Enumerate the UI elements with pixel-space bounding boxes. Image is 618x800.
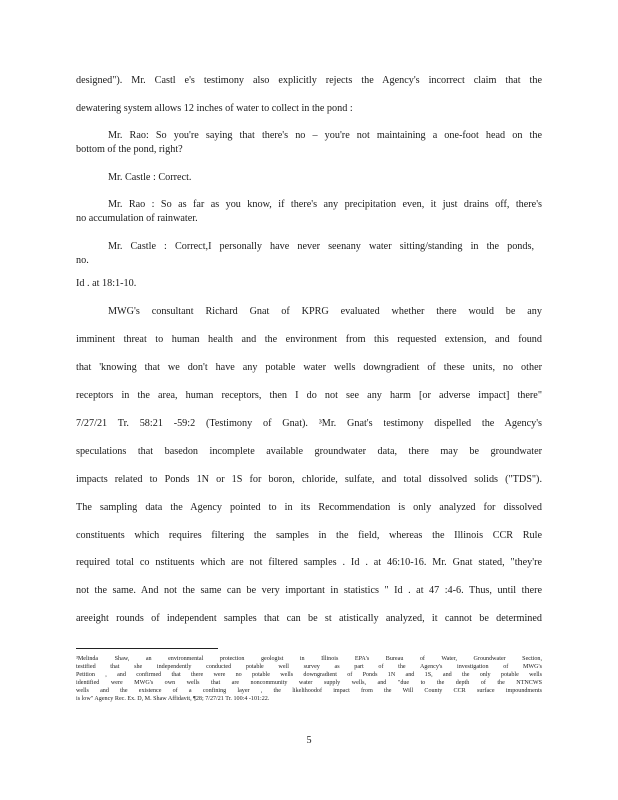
body-line: The sampling data the Agency pointed to in its Recommendation is only analyzed for dissolved xyxy=(76,502,542,513)
quote-line: Mr. Rao : So as far as you know, if there's any precipitation even, it just drains off, there's xyxy=(108,199,542,210)
body-line: 7/27/21 Tr. 58:21 -59:2 (Testimony of Gnat). ³Mr. Gnat's testimony dispelled the Agency's xyxy=(76,418,542,429)
body-line: constituents which requires filtering the samples in the field, whereas the Illinois CCR Rule xyxy=(76,530,542,541)
quote-line: Mr. Rao: So you're saying that there's no – you're not maintaining a one-foot head on the xyxy=(108,130,542,141)
footnote-line: Petition , and confirmed that there were no potable wells downgradient of Ponds 1N and 1S, and the only potable wells xyxy=(76,672,542,678)
body-line: that 'knowing that we don't have any potable water wells downgradient of these units, no other xyxy=(76,362,542,373)
footnote-line: wells and the existence of a confining layer , the likelihoodof impact from the Will County CCR surface impoundments xyxy=(76,688,542,694)
quote-line: Mr. Castle : Correct,I personally have never seenany water sitting/standing in the ponds, xyxy=(108,241,534,252)
footnote-line: testified that she independently conducted potable well survey as part of the Agency's investigation of MWG's xyxy=(76,664,542,670)
body-line: designed"). Mr. Castl e's testimony also explicitly rejects the Agency's incorrect claim that the xyxy=(76,75,542,86)
quote-line: no accumulation of rainwater. xyxy=(76,213,198,224)
body-line: speculations that basedon incomplete available groundwater data, there may be groundwater xyxy=(76,446,542,457)
footnote-line: is low" Agency Rec. Ex. D, M. Shaw Affidavit, ¶28; 7/27/21 Tr. 100:4 -101:22. xyxy=(76,696,270,702)
body-line: imminent threat to human health and the environment from this requested extension, and found xyxy=(76,334,542,345)
footnote-divider xyxy=(76,648,218,649)
body-line: areeight rounds of independent samples that can be st atistically analyzed, it cannot be determined xyxy=(76,613,542,624)
body-line: impacts related to Ponds 1N or 1S for boron, chloride, sulfate, and total dissolved solids ("TDS"). xyxy=(76,474,542,485)
body-line: dewatering system allows 12 inches of water to collect in the pond : xyxy=(76,103,353,114)
quote-line: no. xyxy=(76,255,89,266)
body-line: not the same. And not the same can be very important in statistics " Id . at 47 :4-6. Thus, until there xyxy=(76,585,542,596)
quote-line: bottom of the pond, right? xyxy=(76,144,183,155)
page-number: 5 xyxy=(306,735,312,746)
body-line: receptors in the area, human receptors, then I do not see any harm [or adverse impact] there" xyxy=(76,390,542,401)
footnote-line: identified were MWG's own wells that are noncommunity water supply wells, and "due to the depth of the NTNCWS xyxy=(76,680,542,686)
citation-line: Id . at 18:1-10. xyxy=(76,278,137,289)
footnote-line: ³Melinda Shaw, an environmental protection geologist in Illinois EPA's Bureau of Water, Groundwater Section, xyxy=(76,656,542,662)
body-line: MWG's consultant Richard Gnat of KPRG evaluated whether there would be any xyxy=(108,306,542,317)
body-line: required total co nstituents which are not filtered samples . Id . at 46:10-16. Mr. Gnat stated, "they're xyxy=(76,557,542,568)
quote-line: Mr. Castle : Correct. xyxy=(108,172,192,183)
